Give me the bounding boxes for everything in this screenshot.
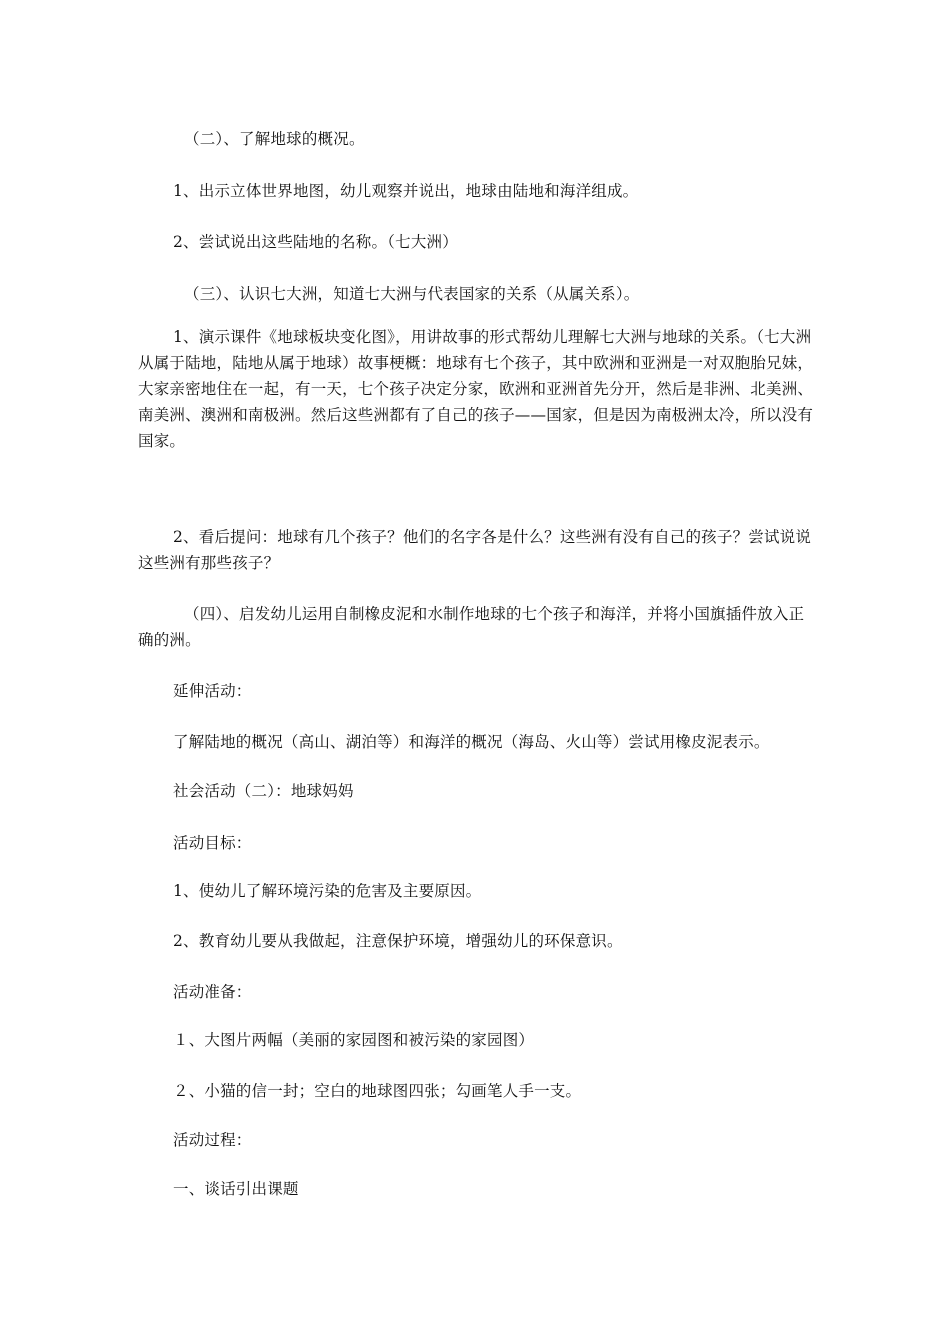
paragraph: ２、小猫的信一封；空白的地球图四张；勾画笔人手一支。 — [173, 1082, 582, 1100]
paragraph: 1、使幼儿了解环境污染的危害及主要原因。 — [173, 882, 482, 900]
paragraph: 一、谈话引出课题 — [173, 1180, 299, 1198]
section-heading-4: （四）、启发幼儿运用自制橡皮泥和水制作地球的七个孩子和海洋，并将小国旗插件放入正确的洲。 — [138, 605, 805, 649]
paragraph-story: 1、演示课件《地球板块变化图》，用讲故事的形式帮幼儿理解七大洲与地球的关系。（七大洲从属于陆地，陆地从属于地球）故事梗概：地球有七个孩子，其中欧洲和亚洲是一对双胞胎兄妹，大家亲密地住在一起，有一天，七个孩子决定分家，欧洲和亚洲首先分开，然后是非洲、北美洲、南美洲、澳洲和南极洲。然后这些洲都有了自己的孩子——国家，但是因为南极洲太冷，所以没有国家。 — [138, 328, 814, 450]
section-heading-2: （二）、了解地球的概况。 — [184, 130, 365, 148]
activity-title: 社会活动（二）：地球妈妈 — [173, 782, 354, 800]
section-heading-3: （三）、认识七大洲，知道七大洲与代表国家的关系（从属关系）。 — [184, 285, 640, 303]
paragraph-label: 活动目标： — [173, 834, 252, 852]
paragraph: 2、教育幼儿要从我做起，注意保护环境，增强幼儿的环保意识。 — [173, 932, 623, 950]
paragraph-label: 活动过程： — [173, 1131, 252, 1149]
paragraph-questions: 2、看后提问：地球有几个孩子？他们的名字各是什么？这些洲有没有自己的孩子？尝试说说这些洲有那些孩子？ — [138, 528, 812, 572]
paragraph: 了解陆地的概况（高山、湖泊等）和海洋的概况（海岛、火山等）尝试用橡皮泥表示。 — [173, 733, 770, 751]
paragraph: 1、出示立体世界地图，幼儿观察并说出，地球由陆地和海洋组成。 — [173, 182, 639, 200]
paragraph-label: 延伸活动： — [173, 682, 252, 700]
paragraph: 2、尝试说出这些陆地的名称。（七大洲） — [173, 233, 458, 251]
paragraph: １、大图片两幅（美丽的家园图和被污染的家园图） — [173, 1031, 535, 1049]
paragraph-label: 活动准备： — [173, 983, 252, 1001]
